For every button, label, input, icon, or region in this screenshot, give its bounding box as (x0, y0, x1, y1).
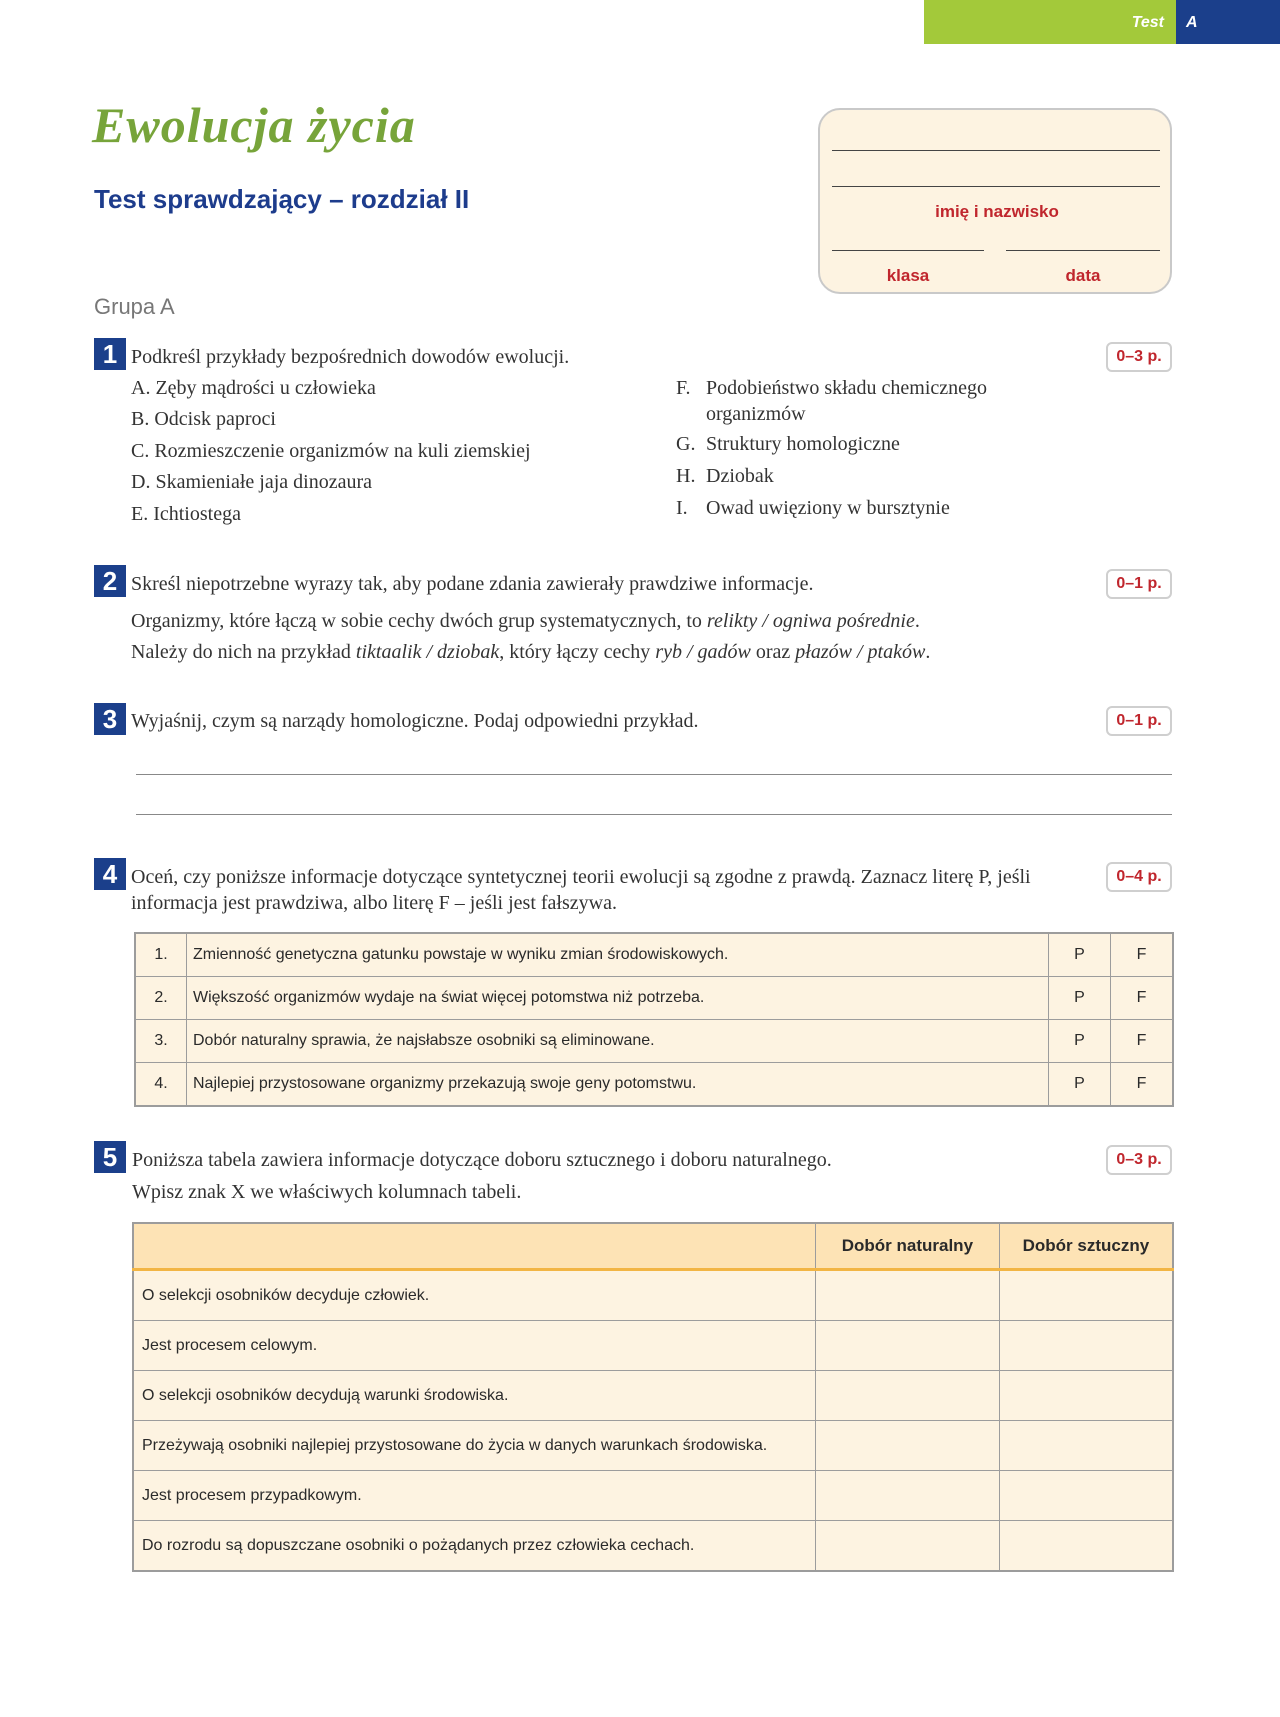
table-row (133, 1471, 1173, 1521)
row-number: 4. (135, 1063, 187, 1107)
row-number: 3. (135, 1020, 187, 1063)
q1-option-g[interactable]: Struktury homologiczne (706, 433, 900, 455)
row-number: 2. (135, 977, 187, 1020)
q2-separator: / (681, 641, 698, 663)
question-4-prompt: Oceń, czy poniższe informacje dotyczące syntetycznej teorii ewolucji są zgodne z prawdą. Zaznacz literę P, jeśli informacja jest prawdziwa, albo literę F – jeśli jest fałszywa. (131, 866, 1031, 914)
q2-s2-text-3: oraz (750, 641, 796, 663)
variant-label: A (1186, 14, 1198, 31)
table-row (135, 1020, 1173, 1063)
row-statement: O selekcji osobników decydują warunki środowiska. (133, 1371, 816, 1421)
natural-answer-cell[interactable] (816, 1421, 1000, 1471)
table-row (133, 1421, 1173, 1471)
artificial-answer-cell[interactable] (999, 1371, 1173, 1421)
table-row (133, 1321, 1173, 1371)
q1-option-a[interactable]: A. Zęby mądrości u człowieka (131, 377, 376, 399)
false-option[interactable]: F (1111, 1020, 1174, 1063)
q1-option-c[interactable]: C. Rozmieszczenie organizmów na kuli ziemskiej (131, 440, 531, 462)
question-5-prompt-1: Poniższa tabela zawiera informacje dotyczące doboru sztucznego i doboru naturalnego. (132, 1149, 832, 1171)
header-natural-selection: Dobór naturalny (816, 1223, 1000, 1270)
statement: Większość organizmów wydaje na świat więcej potomstwa niż potrzeba. (187, 977, 1049, 1020)
table-row (133, 1521, 1173, 1572)
q2-s2-text: Należy do nich na przykład (131, 641, 356, 663)
true-option[interactable]: P (1049, 1063, 1111, 1107)
table-row (135, 1063, 1173, 1107)
q3-answer-line-2[interactable] (136, 814, 1172, 815)
class-label: klasa (886, 266, 930, 285)
name-line-1[interactable] (832, 150, 1160, 151)
page-title: Ewolucja życia (92, 97, 416, 153)
class-line[interactable] (832, 250, 984, 251)
q2-choice-dziobak[interactable]: dziobak (437, 641, 500, 663)
question-3-points: 0–1 p. (1106, 706, 1172, 736)
q2-separator: / (421, 641, 438, 663)
q1-option-d[interactable]: D. Skamieniałe jaja dinozaura (131, 471, 373, 493)
question-5-points: 0–3 p. (1106, 1145, 1172, 1175)
artificial-answer-cell[interactable] (999, 1321, 1173, 1371)
q1-option-i-letter: I. (676, 497, 688, 519)
row-statement: O selekcji osobników decyduje człowiek. (133, 1270, 816, 1321)
q2-sentence-1 (131, 608, 920, 634)
false-option[interactable]: F (1111, 977, 1174, 1020)
natural-answer-cell[interactable] (816, 1471, 1000, 1521)
page-subtitle: Test sprawdzający – rozdział II (94, 184, 470, 214)
row-statement: Przeżywają osobniki najlepiej przystosowane do życia w danych warunkach środowiska. (133, 1421, 816, 1471)
header-artificial-selection: Dobór sztuczny (999, 1223, 1173, 1270)
artificial-answer-cell[interactable] (999, 1471, 1173, 1521)
q2-s1-end: . (914, 610, 920, 632)
true-option[interactable]: P (1049, 1020, 1111, 1063)
natural-answer-cell[interactable] (816, 1371, 1000, 1421)
q3-answer-line-1[interactable] (136, 774, 1172, 775)
q1-option-e[interactable]: E. Ichtiostega (131, 503, 241, 525)
true-false-table (134, 932, 1174, 1107)
q1-option-f[interactable]: Podobieństwo składu chemicznego organizmów (706, 377, 988, 425)
q2-choice-relikty[interactable]: relikty (706, 610, 758, 632)
q1-option-i[interactable]: Owad uwięziony w bursztynie (706, 497, 950, 519)
artificial-answer-cell[interactable] (999, 1270, 1173, 1321)
natural-answer-cell[interactable] (816, 1270, 1000, 1321)
natural-answer-cell[interactable] (816, 1521, 1000, 1572)
statement: Dobór naturalny sprawia, że najsłabsze osobniki są eliminowane. (187, 1020, 1049, 1063)
question-4-number: 4 (94, 858, 126, 890)
question-2-prompt: Skreśl niepotrzebne wyrazy tak, aby podane zdania zawierały prawdziwe informacje. (131, 573, 814, 595)
table-row (135, 977, 1173, 1020)
student-info-box (818, 108, 1172, 294)
q2-s2-text-2: , który łączy cechy (499, 641, 656, 663)
row-number: 1. (135, 933, 187, 977)
question-2-number: 2 (94, 565, 126, 597)
table-row (133, 1371, 1173, 1421)
row-statement: Jest procesem celowym. (133, 1321, 816, 1371)
row-statement: Do rozrodu są dopuszczane osobniki o pożądanych przez człowieka cechach. (133, 1521, 816, 1572)
test-label: Test (1131, 14, 1164, 31)
variant-badge (1176, 0, 1280, 44)
q1-option-b[interactable]: B. Odcisk paproci (131, 408, 276, 430)
true-option[interactable]: P (1049, 933, 1111, 977)
q2-choice-ryb[interactable]: ryb (655, 641, 682, 663)
header-empty (133, 1223, 816, 1270)
date-line[interactable] (1006, 250, 1160, 251)
question-1-points: 0–3 p. (1106, 342, 1172, 372)
test-label-badge (924, 0, 1176, 44)
true-option[interactable]: P (1049, 977, 1111, 1020)
natural-answer-cell[interactable] (816, 1321, 1000, 1371)
q2-separator: / (851, 641, 868, 663)
question-1-number: 1 (94, 338, 126, 370)
q2-choice-plazow[interactable]: płazów (795, 641, 852, 663)
question-2-points: 0–1 p. (1106, 569, 1172, 599)
q1-option-g-letter: G. (676, 433, 696, 455)
table-header-row (133, 1223, 1173, 1270)
q2-s2-end: . (925, 641, 931, 663)
question-3-prompt: Wyjaśnij, czym są narządy homologiczne. Podaj odpowiedni przykład. (131, 710, 699, 732)
question-3-number: 3 (94, 703, 126, 735)
name-label: imię i nazwisko (935, 202, 1059, 221)
selection-table (132, 1222, 1174, 1572)
question-5-number: 5 (94, 1141, 126, 1173)
false-option[interactable]: F (1111, 933, 1174, 977)
statement: Najlepiej przystosowane organizmy przekazują swoje geny potomstwu. (187, 1063, 1049, 1107)
statement: Zmienność genetyczna gatunku powstaje w wyniku zmian środowiskowych. (187, 933, 1049, 977)
artificial-answer-cell[interactable] (999, 1521, 1173, 1572)
q1-option-f-letter: F. (676, 377, 691, 399)
date-label: data (1065, 266, 1101, 285)
question-5-prompt-2: Wpisz znak X we właściwych kolumnach tabeli. (132, 1181, 522, 1203)
q2-separator: / (757, 610, 773, 632)
q2-sentence-2 (131, 639, 930, 665)
table-row (135, 933, 1173, 977)
q1-option-h[interactable]: Dziobak (706, 465, 774, 487)
q2-choice-ptakow[interactable]: ptaków (867, 641, 926, 663)
group-label: Grupa A (94, 294, 175, 319)
question-4-points: 0–4 p. (1106, 862, 1172, 892)
false-option[interactable]: F (1111, 1063, 1174, 1107)
q2-choice-gadow[interactable]: gadów (697, 641, 751, 663)
q1-option-h-letter: H. (676, 465, 696, 487)
artificial-answer-cell[interactable] (999, 1421, 1173, 1471)
table-row (133, 1270, 1173, 1321)
q2-choice-tiktaalik[interactable]: tiktaalik (355, 641, 422, 663)
question-1-prompt: Podkreśl przykłady bezpośrednich dowodów ewolucji. (131, 346, 570, 368)
q2-s1-text: Organizmy, które łączą w sobie cechy dwóch grup systematycznych, to (131, 610, 707, 632)
row-statement: Jest procesem przypadkowym. (133, 1471, 816, 1521)
name-line-2[interactable] (832, 186, 1160, 187)
q2-choice-ogniwa[interactable]: ogniwa pośrednie (772, 610, 915, 632)
